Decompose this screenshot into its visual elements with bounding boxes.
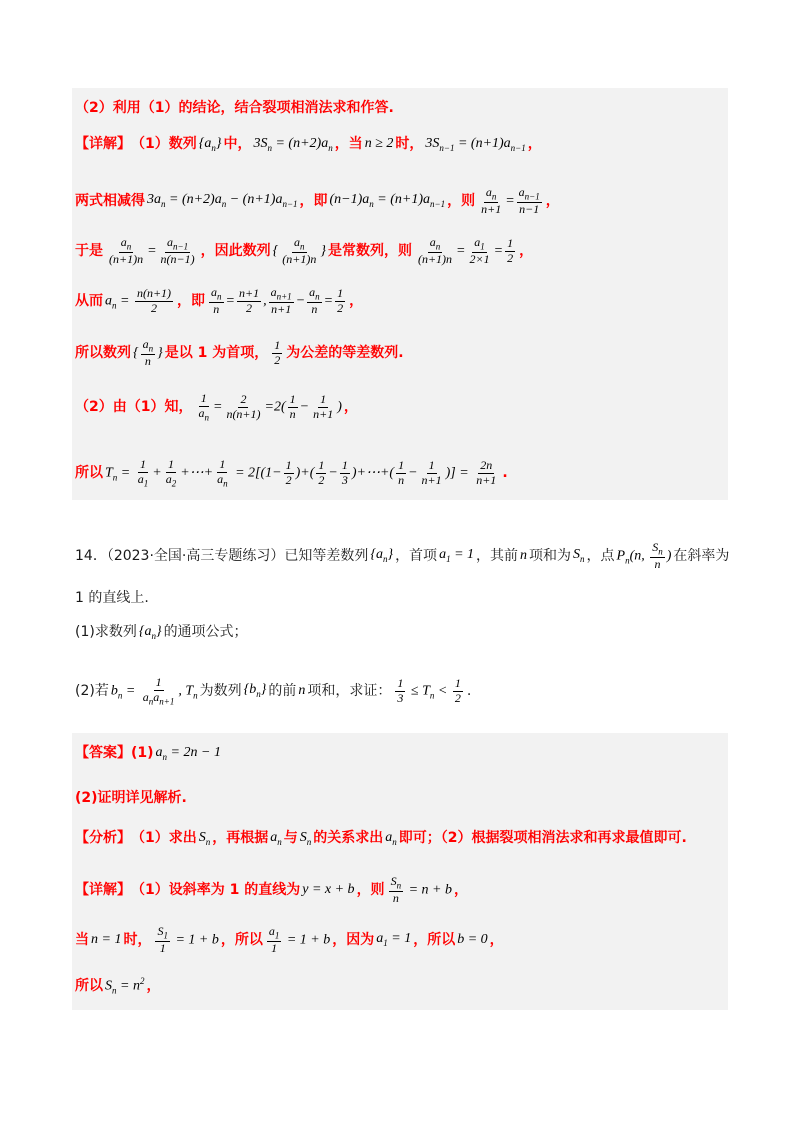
formula-an-closed: $a_n$ = $\frac{n(n+1)}{2}$ (105, 285, 172, 315)
question-14-part-1: (1)求数列 $\{a_n\}$ 的通项公式； (75, 624, 248, 641)
detail-line-5: 所以数列 { $\frac{a_n}{n}$ } 是以 1 为首项， $\frac{1}{2}$ 为公差的等差数列. (75, 337, 404, 368)
question-14-line-2: 1 的直线上. (75, 590, 149, 606)
formula-tn-sum: $T_n$ = $\frac{1}{a_1}$ + $\frac{1}{a_2}$ +⋯+ $\frac{1}{a_n}$ = 2[(1− $\frac{1}{2}$ )+( $\frac{1}{2}$ − $\frac{1}{3}$ )+⋯+( $\frac{1}{n}$ − $\frac{1}{n+1}$ )] = $\frac{2n}{n+1}$ (105, 457, 497, 489)
step-hint-line: （2）利用（1）的结论，结合裂项相消法求和作答. (75, 100, 394, 116)
formula-n-eq-1: n = 1 (91, 931, 122, 947)
formula-line: y = x + b (302, 881, 355, 897)
formula-seq-an-over-n: { $\frac{a_n}{n}$ } (133, 337, 163, 368)
formula-3sn-1: $3S_{n-1} = (n+1)a_{n-1}$ (425, 136, 526, 153)
detail2-line-2: 当 n = 1 时， $\frac{S_1}{1}$ = 1 + b ，所以 $\frac{a_1}{1}$ = 1 + b ，因为 $a_1 = 1$ ，所以 b = 0 ， (75, 924, 504, 955)
detail-line-1: 【详解】 （1）数列 $\{a_n\}$ 中， $3S_n = (n+2)a_n$ ，当 n ≥ 2 时， $3S_{n-1} = (n+1)a_{n-1}$ ， (75, 136, 542, 153)
formula-an-answer: $a_n = 2n - 1$ (155, 745, 221, 762)
formula-sn-over-n: $\frac{S_n}{n}$ = n + b (390, 874, 452, 905)
detail-line-3: 于是 $\frac{a_n}{(n+1)n}$ = $\frac{a_{n-1}}{n(n-1)}$ ，因此数列 { $\frac{a_n}{(n+1)n}$ } 是常数列，则 $\frac{a_n}{(n+1)n}$ = $\frac{a_1}{2\times 1}$ = $\frac{1}{2}$ ， (75, 235, 534, 266)
formula-bn: $b_n$ = $\frac{1}{a_na_{n+1}}$ , $T_n$ (110, 675, 198, 707)
formula-an-over-n: $\frac{a_n}{n}$ = $\frac{n+1}{2}$ , $\frac{a_{n+1}}{n+1}$ − $\frac{a_n}{n}$ = $\frac{1}{2}$ (211, 285, 344, 316)
formula-q-seq-an: $\{a_n\}$ (370, 547, 394, 565)
formula-diff-simplified: $(n-1)a_n = (n+1)a_{n-1}$ (329, 192, 446, 210)
formula-ana-an: $a_n$ (270, 830, 282, 847)
question-14-part-2: (2)若 $b_n$ = $\frac{1}{a_na_{n+1}}$ , $T_n$ 为数列 $\{b_n\}$ 的前 n 项和，求证： $\frac{1}{3}$ ≤ $T_n$ < $\frac{1}{2}$ . (75, 675, 472, 707)
formula-a1: $a_1 = 1$ (439, 547, 475, 565)
detail-line-4: 从而 $a_n$ = $\frac{n(n+1)}{2}$ ，即 $\frac{a_n}{n}$ = $\frac{n+1}{2}$ , $\frac{a_{n+1}}{n+1}$ − $\frac{a_n}{n}$ = $\frac{1}{2}$ ， (75, 285, 364, 316)
formula-seq-ratio: { $\frac{a_n}{(n+1)n}$ } (272, 235, 326, 266)
formula-q-seq-an-2: $\{a_n\}$ (138, 624, 162, 641)
formula-3sn: $3S_n = (n+2)a_n$ (253, 136, 333, 153)
formula-s1: $\frac{S_1}{1}$ = 1 + b (157, 924, 219, 955)
formula-n: n (520, 547, 528, 563)
detail2-line-3: 所以 $S_n = n^2$ ， (75, 976, 161, 996)
detail-line-6: （2）由（1）知， $\frac{1}{a_n}$ = $\frac{2}{n(n+1)}$ =2( $\frac{1}{n}$ − $\frac{1}{n+1}$ ) ， (75, 391, 358, 423)
detail-line-2: 两式相减得 $3a_n = (n+2)a_n - (n+1)a_{n-1}$ ，即 $(n-1)a_n = (n+1)a_{n-1}$ ，则 $\frac{a_n}{n+1}$ = $\frac{a_{n-1}}{n-1}$ ， (75, 185, 560, 216)
answer-line-2: (2)证明详见解析. (75, 790, 187, 806)
detail-line-7: 所以 $T_n$ = $\frac{1}{a_1}$ + $\frac{1}{a_2}$ +⋯+ $\frac{1}{a_n}$ = 2[(1− $\frac{1}{2}$ )+( $\frac{1}{2}$ − $\frac{1}{3}$ )+⋯+( $\frac{1}{n}$ − $\frac{1}{n+1}$ )] = $\frac{2n}{n+1}$ . (75, 457, 508, 489)
formula-a1-eq-1: $a_1 = 1$ (376, 931, 412, 949)
formula-seq-bn: $\{b_n\}$ (243, 682, 267, 700)
formula-ratio: $\frac{a_n}{n+1}$ = $\frac{a_{n-1}}{n-1}$ (481, 185, 540, 216)
formula-ana-sn-2: $S_n$ (299, 830, 312, 847)
solution-panel-bottom (72, 733, 728, 1010)
formula-tn-bounds: $\frac{1}{3}$ ≤ $T_n$ < $\frac{1}{2}$ (397, 675, 461, 705)
formula-b-eq-0: b = 0 (457, 931, 488, 947)
formula-n-ge-2: n ≥ 2 (364, 136, 394, 152)
formula-point-p: $P_n(n$, $\frac{S_n}{n}$ ) (616, 540, 672, 571)
formula-ana-an-2: $a_n$ (385, 830, 397, 847)
formula-n-2: n (298, 682, 306, 698)
detail2-line-1: 【详解】 （1）设斜率为 1 的直线为 y = x + b ，则 $\frac{S_n}{n}$ = n + b ， (75, 874, 468, 905)
formula-seq-an: $\{a_n\}$ (198, 136, 222, 153)
formula-diff: $3a_n = (n+2)a_n - (n+1)a_{n-1}$ (147, 192, 298, 210)
question-14-line-1: 14．（2023·全国·高三专题练习）已知等差数列 $\{a_n\}$ ，首项 $a_1 = 1$ ，其前 n 项和为 $S_n$ ，点 $P_n(n$, $\frac{S_n}{n}$ ) 在斜率为 (75, 540, 730, 571)
formula-sn-eq-n2: $S_n = n^2$ (105, 976, 145, 996)
analysis-line: 【分析】 （1）求出 $S_n$ ，再根据 $a_n$ 与 $S_n$ 的关系求出 $a_n$ 即可；（2）根据裂项相消法求和再求最值即可. (75, 830, 687, 847)
formula-ana-sn: $S_n$ (198, 830, 211, 847)
formula-const-value: $\frac{a_n}{(n+1)n}$ = $\frac{a_1}{2\times 1}$ = $\frac{1}{2}$ (417, 235, 514, 266)
formula-const-ratio: $\frac{a_n}{(n+1)n}$ = $\frac{a_{n-1}}{n(n-1)}$ (109, 235, 195, 266)
formula-sn: $S_n$ (573, 547, 585, 565)
formula-half: $\frac{1}{2}$ (274, 337, 281, 367)
formula-reciprocal: $\frac{1}{a_n}$ = $\frac{2}{n(n+1)}$ =2( $\frac{1}{n}$ − $\frac{1}{n+1}$ ) (198, 391, 342, 423)
answer-line-1: 【答案】 (1) $a_n = 2n - 1$ (75, 745, 221, 762)
formula-a1-over-1: $\frac{a_1}{1}$ = 1 + b (268, 924, 331, 955)
